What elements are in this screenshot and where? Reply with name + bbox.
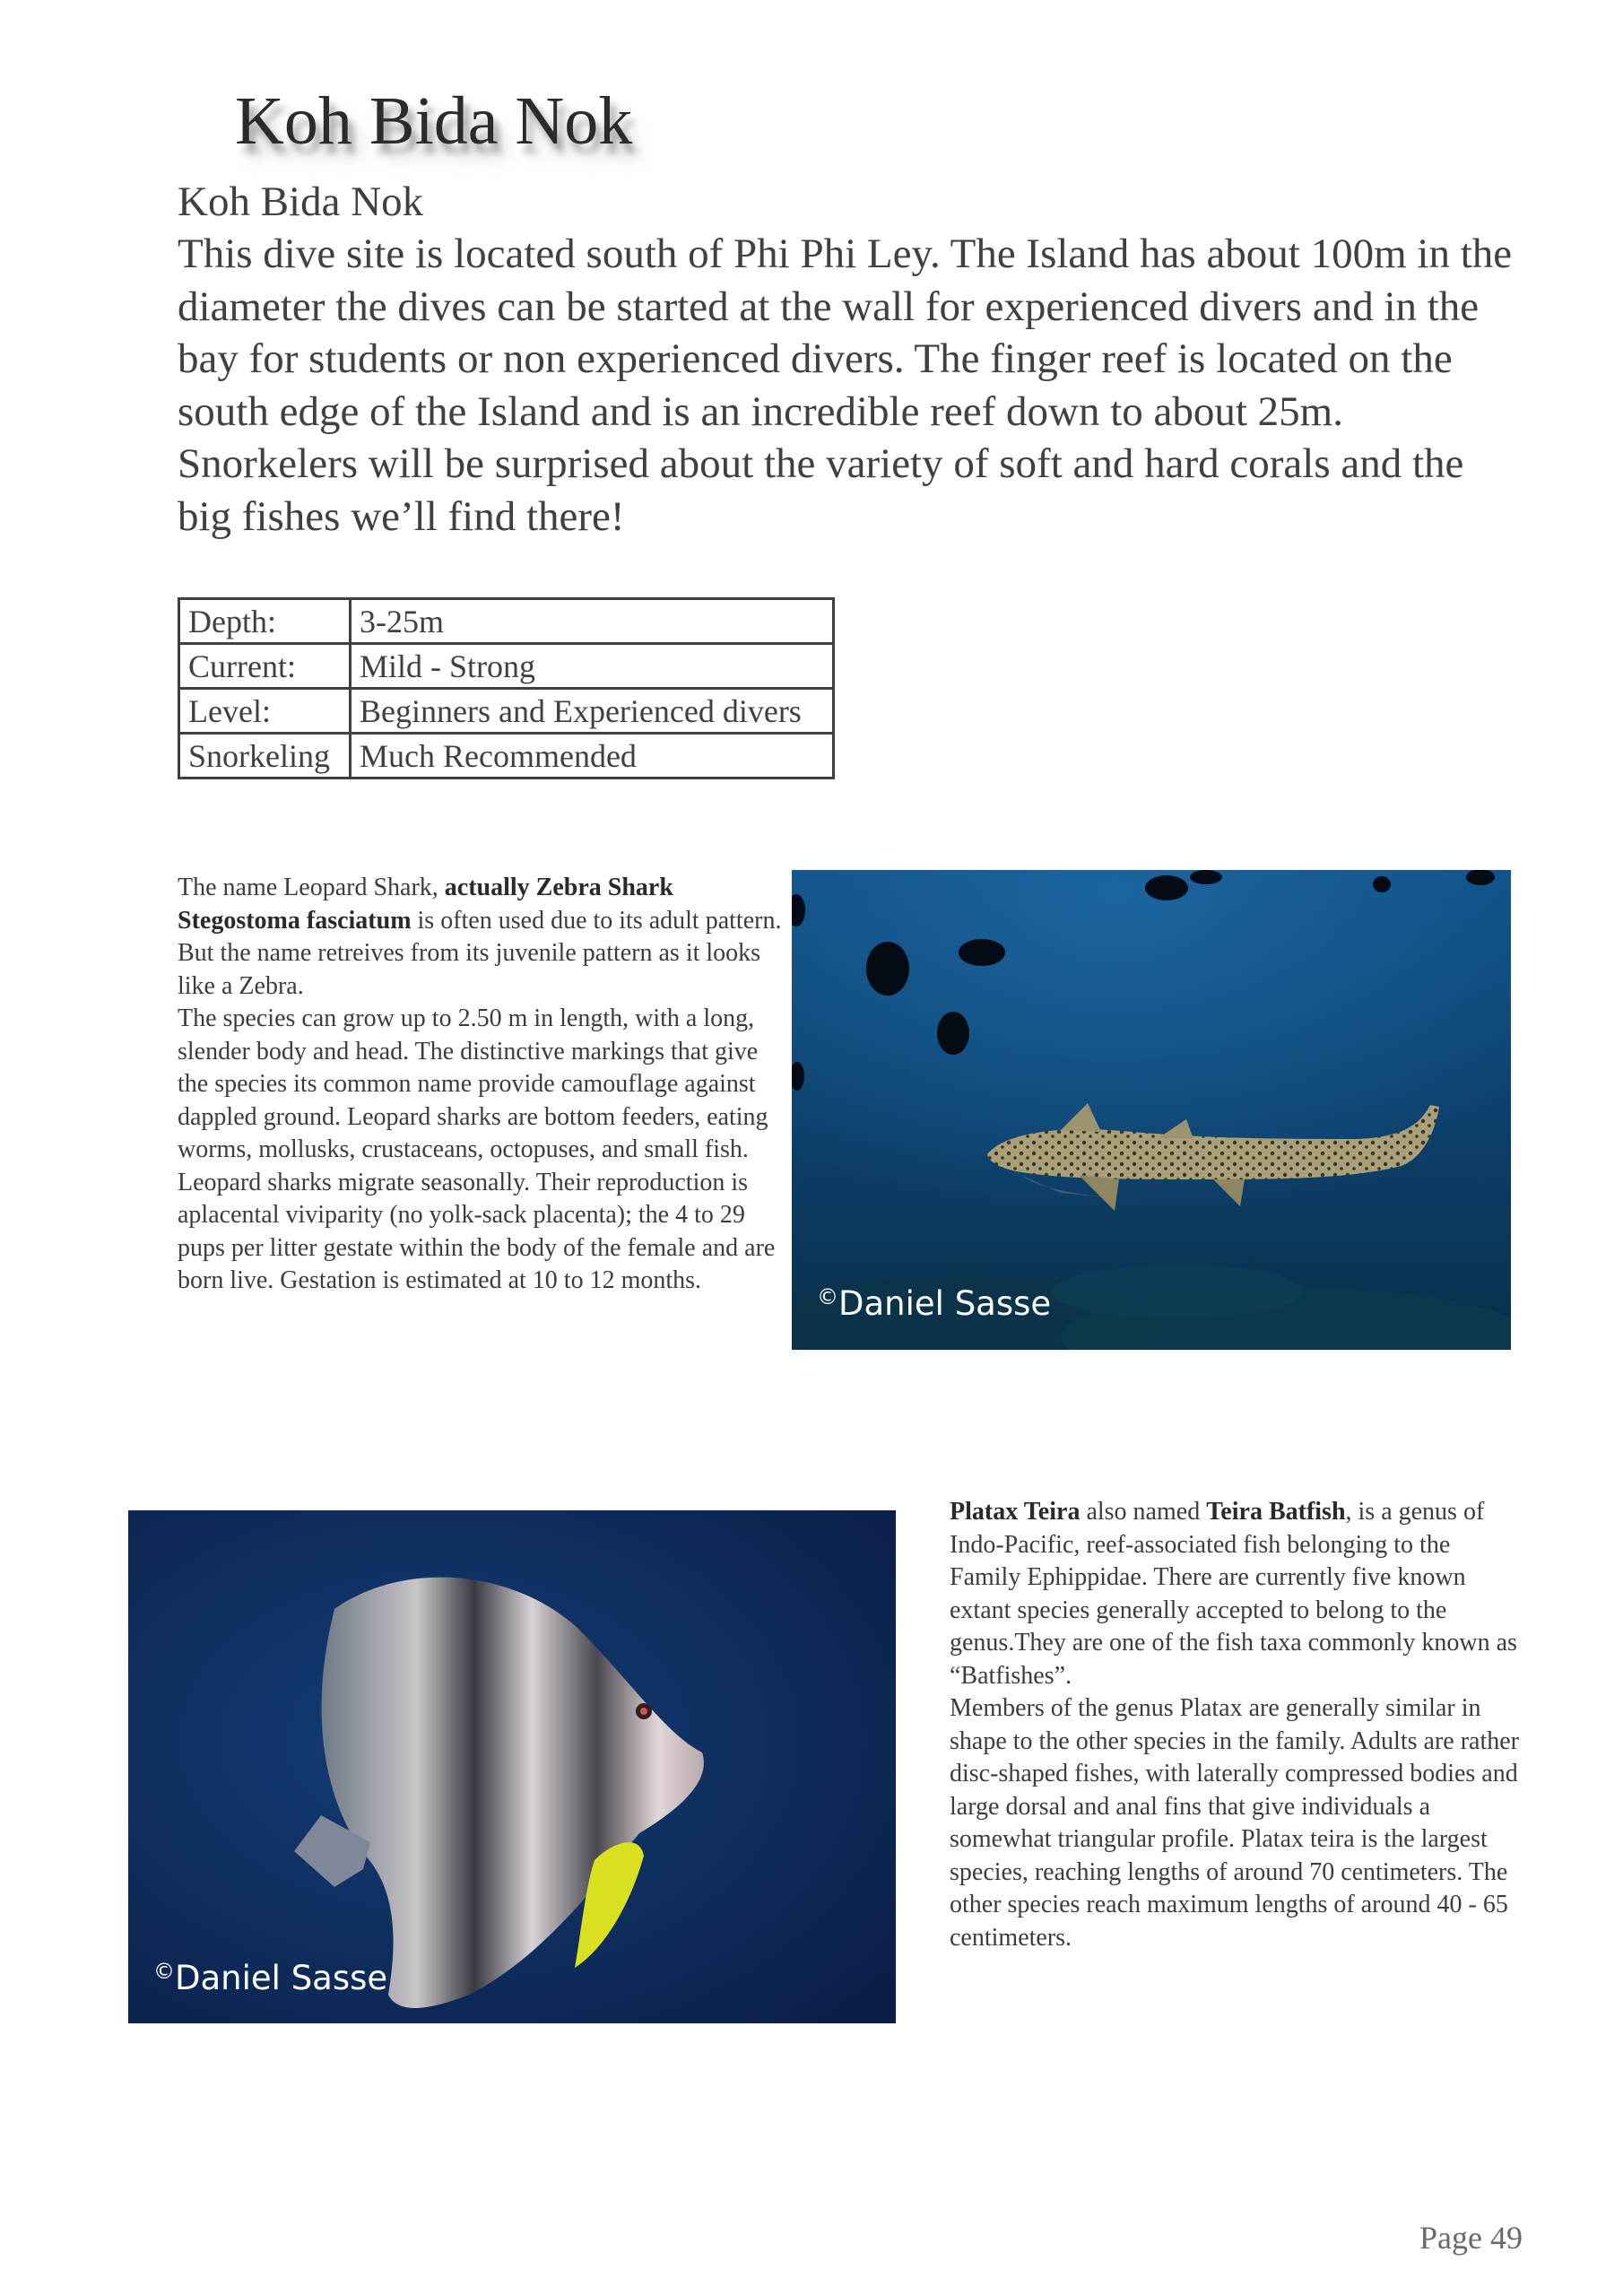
shark-photo-art (792, 870, 1511, 1350)
dive-info-table (178, 597, 835, 779)
table-row (179, 644, 834, 689)
level-label: Level: (179, 689, 351, 734)
shark-body-paragraph: The species can grow up to 2.50 m in length, with a long, slender body and head. The distinctive markings that give the species its common name provide camouflage against dappled ground. Leopard sharks are bottom feeders, eating worms, mollusks, crustaceans, octopuses, and small fish. Leopard sharks migrate seasonally. Their reproduction is aplacental viviparity (no yolk-sack placenta); the 4 to 29 pups per litter gestate within the body of the female and are born live. Gestation is estimated at 10 to 12 months. (178, 1004, 776, 1294)
depth-label: Depth: (179, 599, 351, 644)
batfish-photo-art (128, 1510, 896, 2023)
shark-photo-credit: ©Daniel Sasse (817, 1284, 1052, 1323)
shark-intro-plain: The name Leopard Shark, (178, 874, 445, 901)
level-value: Beginners and Experienced divers (351, 689, 834, 734)
batfish-photo-credit: ©Daniel Sasse (153, 1959, 388, 1997)
page-number: Page 49 (1419, 2220, 1523, 2256)
shark-intro-paragraph (178, 872, 787, 1003)
site-subtitle: Koh Bida Nok (178, 178, 424, 225)
leopard-shark-text (178, 872, 787, 1298)
snorkeling-label: Snorkeling (179, 734, 351, 778)
batfish-body-paragraph: Members of the genus Platax are generally similar in shape to the other species in the family. Adults are rather disc-shaped fishes, with laterally compressed bodies and large dorsal and anal fins that give individuals a somewhat triangular profile. Platax teira is the largest species, reaching lengths of around 70 centimeters. The other species reach maximum lengths of around 40 - 65 centimeters. (950, 1694, 1519, 1952)
site-description: This dive site is located south of Phi Phi Ley. The Island has about 100m in the diameter the dives can be started at the wall for experienced divers and in the bay for students or non experienced divers. The finger reef is located on the south edge of the Island and is an incredible reef down to about 25m. Snorkelers will be surprised about the variety of soft and hard corals and the big fishes we’ll find there! (178, 230, 1513, 540)
current-label: Current: (179, 644, 351, 689)
batfish-name-bold: Platax Teira (950, 1498, 1081, 1526)
leopard-shark-photo (792, 870, 1511, 1350)
batfish-intro-paragraph: Platax Teira also named Teira Batfish, is a genus of Indo-Pacific, reef-associated fish belonging to the Family Ephippidae. There are currently five known extant species generally accepted to belong to the genus.They are one of the fish taxa commonly known as “Batfishes”. (950, 1498, 1517, 1690)
table-row (179, 689, 834, 734)
table-row (179, 734, 834, 778)
page-title: Koh Bida Nok (235, 83, 633, 159)
shark-intro-rest: is often used due to its adult pattern. But the name retreives from its juvenile pattern as it looks like a Zebra. (178, 906, 782, 1000)
batfish-photo (128, 1510, 896, 2023)
shark-intro-bold: actually Zebra Shark Stegostoma fasciatum (178, 874, 673, 935)
depth-value: 3-25m (351, 599, 834, 644)
batfish-text (950, 1496, 1523, 1954)
batfish-alt-name-bold: Teira Batfish (1206, 1498, 1346, 1526)
table-row (179, 599, 834, 644)
snorkeling-value: Much Recommended (351, 734, 834, 778)
current-value: Mild - Strong (351, 644, 834, 689)
